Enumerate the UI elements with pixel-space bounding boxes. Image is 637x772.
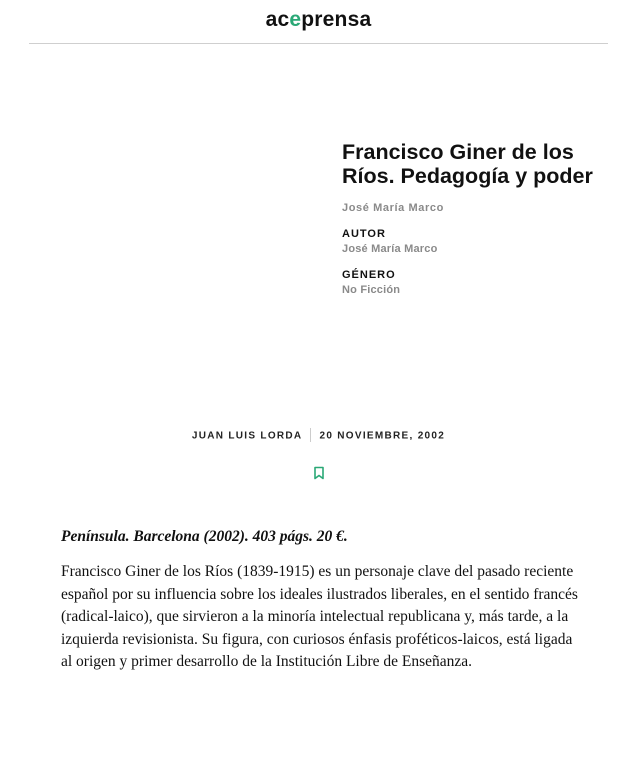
logo-accent: e <box>289 8 302 31</box>
article-paragraph: Francisco Giner de los Ríos (1839-1915) es un personaje clave del pasado reciente español por su influencia sobre los ideales ilustrados liberales, en el sentido francés (radical-laico), que sirvieron a la minoría intelectual republicana y, más tarde, a la izquierda revisionista. Su figura, con curiosos énfasis proféticos-laicos, está ligada al origen y primer desarrollo de la Institución Libre de Enseñanza. <box>61 563 578 671</box>
byline-separator <box>310 428 311 442</box>
bookmark-icon[interactable] <box>312 465 326 481</box>
logo-suffix: prensa <box>301 8 372 31</box>
header-divider <box>29 43 608 44</box>
bookmark-icon-svg <box>312 465 326 481</box>
publish-date: 20 NOVIEMBRE, 2002 <box>319 430 446 442</box>
author-value[interactable]: José María Marco <box>342 243 438 255</box>
publisher-info: Península. Barcelona (2002). 403 págs. 20 €. <box>61 528 348 545</box>
book-author-subtitle[interactable]: José María Marco <box>342 202 444 214</box>
logo-prefix: ac <box>265 8 290 31</box>
genre-label: GÉNERO <box>342 269 396 281</box>
reviewer-name[interactable]: JUAN LUIS LORDA <box>191 430 303 442</box>
site-logo[interactable] <box>0 8 637 32</box>
author-label: AUTOR <box>342 228 386 240</box>
genre-value[interactable]: No Ficción <box>342 284 401 296</box>
book-title: Francisco Giner de los Ríos. Pedagogía y poder <box>342 140 593 188</box>
article-body <box>61 527 581 674</box>
site-header <box>0 0 637 44</box>
book-info <box>342 140 612 296</box>
article-byline <box>0 429 637 443</box>
